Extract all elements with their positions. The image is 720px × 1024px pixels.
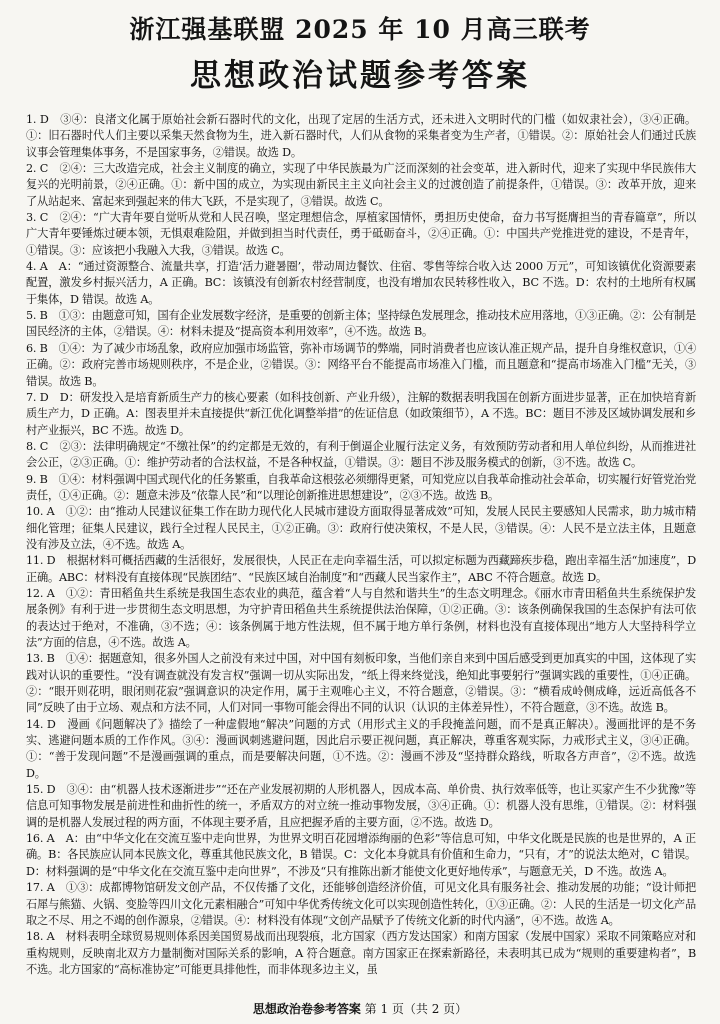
answer-item-17: 17. A ①③：成都博物馆研发文创产品，不仅传播了文化，还能够创造经济价值，可见文化具有服务社会、推动发展的功能；“设计师把石犀与熊猫、火锅、变脸等四川文化元素相融合”可知中华优秀传统文化可以实现创造性转化，①③正确。②：人民的生活是一切文化产品取之不尽、用之不竭的创作源泉，②错误。④：材料没有体现“文创产品赋予了传统文化新的时代内涵”，④不选。故选 A。	[26, 881, 696, 927]
answer-item-9: 9. B ①④：材料强调中国式现代化的任务繁重，自我革命这根弦必须绷得更紧，可知党应以自我革命推动社会革命，切实履行好管党治党责任，①④正确。②：题意未涉及“依靠人民”和“以理论创新推进思想建设”，②③不选。故选 B。	[26, 472, 696, 502]
document-title: 思想政治试题参考答案	[190, 58, 530, 94]
answer-item-2: 2. C ②④：三大改造完成，社会主义制度的确立，实现了中华民族最为广泛而深刻的社会变革，进入新时代，迎来了实现中华民族伟大复兴的光明前景，②④正确。①：新中国的成立，为实现由新民主主义向社会主义的过渡创造了前提条件，①错误。③：改革开放，迎来了从站起来、富起来到强起来的伟大飞跃，不是实现了，③错误。故选 C。	[26, 162, 696, 208]
answer-item-16: 16. A A：由“中华文化在交流互鉴中走向世界，为世界文明百花园增添绚丽的色彩”等信息可知，中华文化既是民族的也是世界的，A 正确。B：各民族应认同本民族文化，尊重其他民族文化，B 错误。C：文化本身就具有价值和生命力，“只有，才”的说法太绝对，C 错误。D：材料强调的是“中华文化在交流互鉴中走向世界”，不涉及“只有推陈出新才能使文化更好地传承”，与题意无关，D 不选。故选 A。	[26, 832, 696, 878]
answer-item-6: 6. B ①④：为了减少市场乱象，政府应加强市场监管，弥补市场调节的弊端，同时消费者也应该认准正规产品，提升自身维权意识，①④正确。②：政府完善市场规则秩序，不是企业，②错误。③：网络平台不能提高市场准入门槛，而且题意和“提高市场准入门槛”无关，③错误。故选 B。	[26, 341, 696, 388]
answer-item-11: 11. D 根据材料可概括西藏的生活很好，发展很快，人民正在走向幸福生活，可以拟定标题为西藏蹄疾步稳，跑出幸福生活“加速度”，D 正确。ABC：材料没有直接体现“民族团结”、“民族区域自治制度”和“西藏人民当家作主”，ABC 不符合题意。故选 D。	[26, 554, 696, 584]
answer-item-7: 7. D D：研发投入是培育新质生产力的核心要素（如科技创新、产业升级），注解的数据表明我国在创新方面进步显著，正在加快培育新质生产力，D 正确。A：图表里并未直接提供“新江优化调整举措”的佐证信息（如政策细节），A 不选。BC：题目不涉及区域协调发展和乡村产业振兴，BC 不选。故选 D。	[26, 390, 696, 437]
answer-item-1: 1. D ③④：良渚文化属于原始社会新石器时代的文化，出现了定居的生活方式，还未进入文明时代的门槛（如奴隶社会），③④正确。①：旧石器时代人们主要以采集天然食物为生，进入新石器时代，人们从食物的采集者变为生产者，①错误。②：原始社会人们通过氏族议事会管理集体事务，不是国家事务，②错误。故选 D。	[26, 113, 696, 159]
answer-item-4: 4. A A：“通过资源整合、流量共享，打造‘活力避暑圈’，带动周边餐饮、住宿、零售等综合收入达 2000 万元”，可知该镇优化资源要素配置，激发乡村振兴活力，A 正确。BC：该镇没有创新农村经营制度，也没有增加农民转移性收入，BC 不选。D：农村的土地所有权属于集体，D 错误。故选 A。	[26, 260, 696, 306]
answer-item-8: 8. C ②③：法律明确规定“不缴社保”的约定都是无效的，有利于倒逼企业履行法定义务，有效预防劳动者和用人单位纠纷，从而推进社会公正，②③正确。①：维护劳动者的合法权益，不是各种权益，①错误。③：题目不涉及服务模式的创新，③不选。故选 C。	[26, 439, 696, 470]
answer-item-10: 10. A ①②：由“推动人民建议征集工作在助力现代化人民城市建设方面取得显著成效”可知，发展人民民主要感知人民需求，助力城市精细化管理；征集人民建议，践行全过程人民民主，①②正确。③：政府行使决策权，不是人民，③错误。④：人民不是立法主体，且题意没有涉及立法，④不选。故选 A。	[26, 505, 696, 551]
page-number: 第 1 页（共 2 页）	[364, 1002, 468, 1016]
answer-item-15: 15. D ③④：由“机器人技术逐渐进步”“还在产业发展初期的人形机器人，因成本高、单价贵、执行效率低等，也让买家产生不少犹豫”等信息可知事物发展是前进性和曲折性的统一，矛盾双方的对立统一推动事物发展，③④正确。①：机器人没有思维，①错误。②：材料强调的是机器人发展过程的两方面，不体现主要矛盾，且应把握矛盾的主要方面，②不选。故选 D。	[26, 783, 696, 829]
exam-title: 浙江强基联盟 2025 年 10 月高三联考	[129, 15, 591, 44]
page-footer	[0, 1000, 720, 1017]
answer-item-13: 13. B ①④：据题意知，很多外国人之前没有来过中国，对中国有刻板印象，当他们亲自来到中国后感受到更加真实的中国，这体现了实践对认识的重要性。“没有调查就没有发言权”强调一切从实际出发，“纸上得来终觉浅，绝知此事要躬行”强调实践的重要性，①④正确。②：“眼开则花明，眼闭则花寂”强调意识的决定作用，属于主观唯心主义，不符合题意，②错误。③：“横看成岭侧成峰，远近高低各不同”反映了由于立场、观点和方法不同，人们对同一事物可能会得出不同的认识（认识的主体差异性），不符合题意，③不选。故选 B。	[26, 652, 696, 715]
answer-item-14: 14. D 漫画《问题解决了》描绘了一种虚假地“解决”问题的方式（用形式主义的手段掩盖问题，而不是真正解决）。漫画批评的是不务实、逃避问题本质的工作作风。③④：漫画讽刺逃避问题，因此启示要正视问题，真正解决，尊重客观实际，力戒形式主义，③④正确。①：“善于发现问题”不是漫画强调的重点，而是要解决问题，①不选。②：漫画不涉及“坚持群众路线，听取各方声音”，②不选。故选 D。	[26, 717, 696, 780]
answer-list	[26, 112, 696, 978]
answer-item-3: 3. C ②④：“广大青年要自觉听从党和人民召唤，坚定理想信念，厚植家国情怀，勇担历史使命，奋力书写挺膺担当的青春篇章”，所以广大青年要锤炼过硬本领，无惧艰难险阻，并做到担当时代责任，勇于砥砺奋斗，②④正确。①：中国共产党推进党的建设，不是青年，①错误。③：应该把小我融入大我，③错误。故选 C。	[26, 211, 696, 257]
answer-item-12: 12. A ①②：青田稻鱼共生系统是我国生态农业的典范，蕴含着“人与自然和谐共生”的生态文明理念。《丽水市青田稻鱼共生系统保护发展条例》有利于进一步贯彻生态文明思想，为守护青田稻鱼共生系统提供法治保障，①②正确。③：该条例确保我国的生态保护有法可依的表达过于绝对，不准确，③不选；④：该条例属于地方性法规，但不属于地方单行条例，材料也没有直接体现出“地方人大坚持科学立法”方面的信息，④不选。故选 A。	[26, 586, 696, 649]
answer-item-5: 5. B ①③：由题意可知，国有企业发展数字经济，是重要的创新主体；坚持绿色发展理念，推动技术应用落地，①③正确。②：公有制是国民经济的主体，②错误。④：材料未提及“提高资本利用效率”，④不选。故选 B。	[26, 309, 696, 339]
answer-item-18: 18. A 材料表明全球贸易规则体系因美国贸易战而出现裂痕，北方国家（西方发达国家）和南方国家（发展中国家）采取不同策略应对和重构规则，反映南北双方力量制衡对国际关系的影响，A 符合题意。南方国家正在探索新路径，未表明其已成为“规则的重要建构者”，B 不选。北方国家的“高标准协定”可能更具排他性，而非体现多边主义，虽	[26, 930, 696, 976]
footer-label: 思想政治卷参考答案	[252, 1002, 361, 1016]
